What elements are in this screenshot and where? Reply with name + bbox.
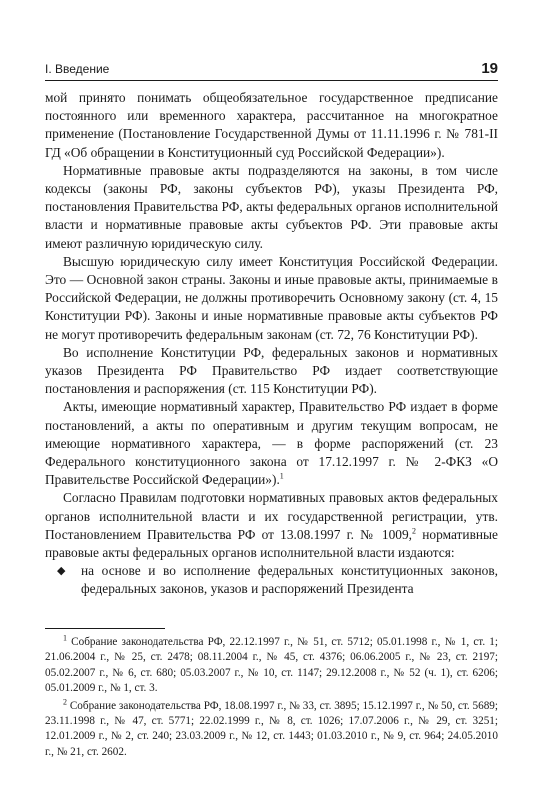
paragraph-continued: мой принято понимать общеобязательное государственное предписание постоянного или временного характера, рассчитанное на многократное применение (Постановление Государственной Думы от 11.11.1996 г. № 781-II ГД «Об обращении в Конституционный суд Российской Федерации»). (45, 90, 498, 160)
list-item-text: на основе и во исполнение федеральных конституционных законов, федеральных законов, указов и распоряжений Президента (81, 563, 498, 597)
diamond-icon: ◆ (57, 565, 66, 578)
footnote (45, 696, 498, 761)
footnote (45, 635, 498, 697)
paragraph (45, 398, 498, 489)
footnote-number: 1 (63, 633, 67, 643)
footnote-ref: 1 (279, 471, 284, 481)
footnote-text: Собрание законодательства РФ, 22.12.1997 г., № 51, ст. 5712; 05.01.1998 г., № 1, ст. 1; 21.06.2004 г., № 25, ст. 2478; 08.11.2004 г., № 45, ст. 4376; 06.06.2005 г., № 23, ст. 2197; 05.02.2007 г., № 6, ст. 680; 05.03.2007 г., № 10, ст. 1147; 29.12.2008 г., № 52 (ч. 1), ст. 6206; 05.01.2009 г., № 1, ст. 3. (45, 636, 498, 695)
paragraph: Нормативные правовые акты подразделяются на законы, в том числе кодексы (законы РФ, законы субъектов РФ), указы Президента РФ, постановления Правительства РФ, акты федеральных органов исполнительной власти и нормативные правовые акты субъектов РФ. Эти правовые акты имеют различную юридическую силу. (45, 162, 498, 251)
page-number: 19 (481, 60, 498, 77)
paragraph: Во исполнение Конституции РФ, федеральных законов и нормативных указов Президента РФ Правительство РФ издает соответствующие постановления и распоряжения (ст. 115 Конституции РФ). (45, 344, 498, 397)
paragraph-text: Акты, имеющие нормативный характер, Правительство РФ издает в форме постановлений, а акты по оперативным и другим текущим вопросам, не имеющие нормативного характера, — в форме распоряжений (ст. 23 Федерального конституционного закона от 17.12.1997 г. № 2-ФКЗ «О Правительстве Российской Федерации»). (45, 399, 498, 488)
paragraph-text: нормативные правовые акты федеральных органов исполнительной власти издаются: (45, 526, 498, 561)
section-title: I. Введение (45, 62, 110, 76)
paragraph-text: Согласно Правилам подготовки нормативных правовых актов федеральных органов исполнительной власти и их государственной регистрации, утв. Постановлением Правительства РФ от 13.08.1997 г. № 1009, (45, 490, 498, 542)
paragraph: Высшую юридическую силу имеет Конституция Российской Федерации. Это — Основной закон страны. Законы и иные правовые акты, принимаемые в Российской Федерации, не должны противоречить Основному закону (ст. 4, 15 Конституции РФ). Законы и иные нормативные правовые акты субъектов РФ не могут противоречить федеральным законам (ст. 72, 76 Конституции РФ). (45, 253, 498, 342)
paragraph (45, 489, 498, 562)
footnote-text: Собрание законодательства РФ, 18.08.1997 г., № 33, ст. 3895; 15.12.1997 г., № 50, ст. 5689; 23.11.1998 г., № 47, ст. 5771; 22.02.1999 г., № 8, ст. 1026; 17.07.2006 г., № 29, ст. 3251; 12.01.2009 г., № 2, ст. 240; 23.03.2009 г., № 12, ст. 1443; 01.03.2010 г., № 9, ст. 964; 24.05.2010 г., № 21, ст. 2602. (45, 699, 498, 758)
footnote-divider (45, 628, 165, 629)
list-item (45, 562, 498, 598)
footnote-ref: 2 (412, 526, 417, 536)
footnotes (45, 628, 498, 762)
footnote-number: 2 (63, 696, 67, 706)
running-head (45, 58, 498, 81)
main-text (45, 89, 498, 599)
